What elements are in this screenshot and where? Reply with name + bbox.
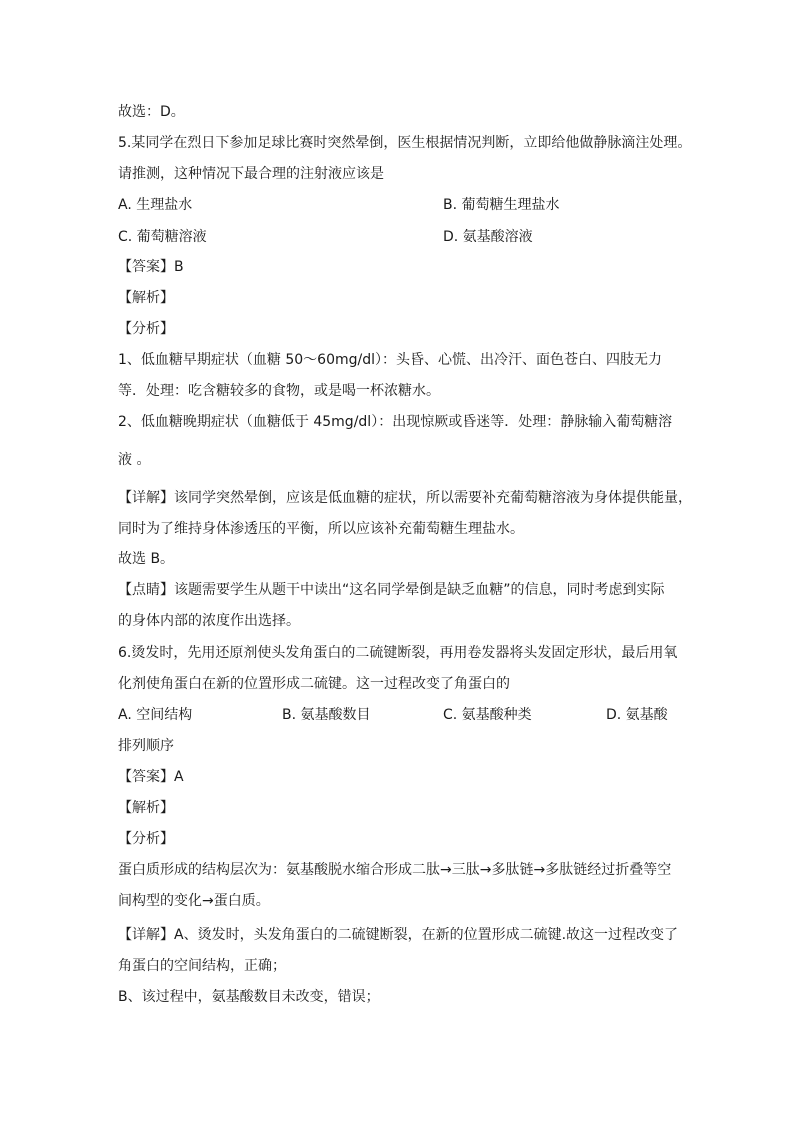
- q5-fenxi-heading: 【分析】: [118, 321, 174, 337]
- text-line: 液 。: [118, 452, 151, 468]
- q5-analysis-heading: 【解析】: [118, 290, 174, 306]
- text-line: 蛋白质形成的结构层次为：氨基酸脱水缩合形成二肽→三肽→多肽链→多肽链经过折叠等空: [118, 862, 672, 878]
- q5-answer: 【答案】B: [118, 259, 184, 275]
- q6-option-a: A. 空间结构: [118, 707, 193, 723]
- question-6-stem: 6.烫发时，先用还原剂使头发角蛋白的二硫键断裂，再用卷发器将头发固定形状，最后用氧: [118, 645, 678, 661]
- text-line: 的身体内部的浓度作出选择。: [118, 613, 300, 629]
- q5-option-b: B. 葡萄糖生理盐水: [443, 197, 560, 213]
- q5-option-c: C. 葡萄糖溶液: [118, 229, 207, 245]
- q6-option-b: B. 氨基酸数目: [282, 707, 371, 723]
- q6-option-c: C. 氨基酸种类: [443, 707, 532, 723]
- text-line: 等．处理：吃含糖较多的食物，或是喝一杯浓糖水。: [118, 383, 440, 399]
- text-line: 间构型的变化→蛋白质。: [118, 893, 270, 909]
- text-line: 2、低血糖晚期症状（血糖低于 45mg/dl）：出现惊厥或昏迷等．处理：静脉输入葡萄糖溶: [118, 414, 673, 430]
- q6-detail: 【详解】A、烫发时，头发角蛋白的二硫键断裂，在新的位置形成二硫键.故这一过程改变了: [118, 927, 679, 943]
- text-line: 1、低血糖早期症状（血糖 50～60mg/dl）：头昏、心慌、出冷汗、面色苍白、四肢无力: [118, 352, 663, 368]
- q6-fenxi-heading: 【分析】: [118, 831, 174, 847]
- q5-option-d: D. 氨基酸溶液: [443, 229, 533, 245]
- q6-answer: 【答案】A: [118, 769, 184, 785]
- text-line: 故选：D。: [118, 104, 185, 120]
- question-5-stem: 5.某同学在烈日下参加足球比赛时突然晕倒，医生根据情况判断，立即给他做静脉滴注处理。: [118, 135, 692, 151]
- text-line: B、该过程中，氨基酸数目未改变，错误；: [118, 989, 380, 1005]
- q5-comment: 【点睛】该题需要学生从题干中读出“这名同学晕倒是缺乏血糖”的信息，同时考虑到实际: [118, 582, 665, 598]
- q5-detail: 【详解】该同学突然晕倒，应该是低血糖的症状，所以需要补充葡萄糖溶液为身体提供能量，: [118, 490, 692, 506]
- text-line: 故选 B。: [118, 551, 175, 567]
- q6-analysis-heading: 【解析】: [118, 800, 174, 816]
- question-5-stem-cont: 请推测，这种情况下最合理的注射液应该是: [118, 166, 384, 182]
- q5-option-a: A. 生理盐水: [118, 197, 193, 213]
- text-line: 同时为了维持身体渗透压的平衡，所以应该补充葡萄糖生理盐水。: [118, 521, 524, 537]
- text-line: 角蛋白的空间结构，正确；: [118, 958, 286, 974]
- q6-option-d-cont: 排列顺序: [118, 738, 174, 754]
- question-6-stem-cont: 化剂使角蛋白在新的位置形成二硫键。这一过程改变了角蛋白的: [118, 676, 510, 692]
- q6-option-d: D. 氨基酸: [606, 707, 668, 723]
